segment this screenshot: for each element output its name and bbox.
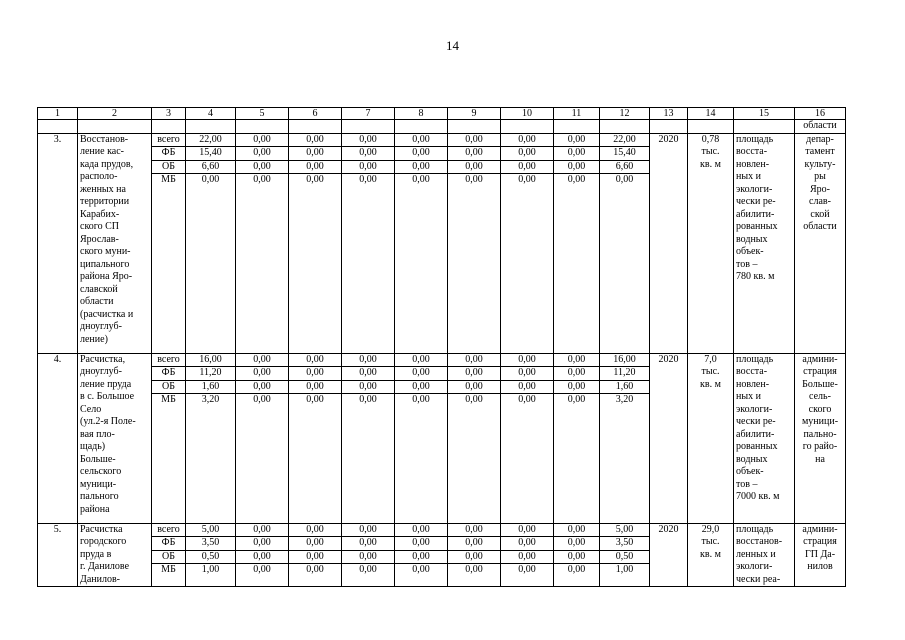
- expected-result-line: ных и: [736, 391, 761, 402]
- funding-value: 0,00: [412, 564, 430, 575]
- funding-value: 3,20: [201, 394, 220, 405]
- responsible-party-line: пально-: [803, 428, 837, 440]
- funding-value: 0,00: [518, 564, 536, 575]
- column-number: 13: [650, 108, 688, 120]
- funding-value: 0,50: [186, 550, 235, 564]
- funding-values: [186, 353, 236, 523]
- activity-name-line: вая пло-: [80, 428, 115, 440]
- activity-name-line: (ул.2-я Поле-: [80, 416, 136, 427]
- funding-value: 0,00: [342, 524, 394, 537]
- indicator-value-line: тыс.: [701, 366, 720, 377]
- activity-name-line: Ярослав-: [80, 233, 119, 245]
- funding-value: 0,00: [289, 367, 341, 381]
- expected-result-line: рованных: [736, 441, 778, 452]
- activity-name: [78, 133, 152, 353]
- funding-value: 0,00: [554, 550, 599, 564]
- column-number: 14: [688, 108, 734, 120]
- funding-source: ОБ: [152, 160, 185, 174]
- funding-values: [554, 133, 600, 353]
- responsible-party-line: депар-: [806, 133, 834, 145]
- page-number: 14: [446, 38, 459, 53]
- activity-name-line: в с. Большое: [80, 391, 135, 402]
- funding-value: 0,00: [501, 537, 553, 551]
- funding-value: 0,00: [236, 160, 288, 174]
- funding-value: 0,00: [615, 174, 634, 185]
- funding-value: 0,00: [448, 134, 500, 147]
- activity-name-line: ление): [80, 333, 108, 345]
- funding-value: 0,00: [448, 147, 500, 161]
- funding-value: 0,00: [342, 550, 394, 564]
- column-number: 1: [38, 108, 78, 120]
- funding-value: 3,50: [600, 537, 649, 551]
- responsible-party-line: области: [803, 221, 837, 232]
- expected-result-line: восста-: [736, 366, 768, 377]
- year: 2020: [650, 353, 688, 523]
- table-row: [38, 353, 846, 523]
- funding-value: 0,00: [501, 367, 553, 381]
- expected-result-line: абилити-: [736, 428, 775, 440]
- funding-source: ФБ: [152, 147, 185, 161]
- column-number: 11: [554, 108, 600, 120]
- funding-source: ФБ: [152, 537, 185, 551]
- indicator-value: [688, 133, 734, 353]
- funding-value: 6,60: [600, 160, 649, 174]
- column-number: 7: [342, 108, 395, 120]
- funding-value: 22,00: [600, 134, 649, 147]
- funding-value: 6,60: [186, 160, 235, 174]
- indicator-value-line: кв. м: [700, 158, 721, 170]
- funding-value: 0,00: [236, 524, 288, 537]
- activity-name-line: Расчистка,: [80, 353, 126, 365]
- funding-value: 0,00: [342, 380, 394, 394]
- indicator-value-line: кв. м: [700, 378, 721, 390]
- expected-result-line: чески ре-: [736, 416, 776, 427]
- funding-values: [395, 133, 448, 353]
- funding-value: 0,00: [236, 537, 288, 551]
- funding-value: 0,00: [448, 524, 500, 537]
- responsible-party-line: ГП Да-: [804, 548, 836, 560]
- funding-source: МБ: [161, 174, 176, 185]
- responsible-party: [795, 353, 846, 523]
- funding-value: 0,00: [501, 147, 553, 161]
- activity-name-line: ление кас-: [80, 146, 124, 157]
- responsible-party-line: страция: [803, 536, 837, 547]
- activity-name-line: женных на: [80, 183, 126, 195]
- funding-value: 0,00: [554, 367, 599, 381]
- funding-value: 1,00: [201, 564, 220, 575]
- column-number: 5: [236, 108, 289, 120]
- responsible-party-line: Яро-: [810, 183, 830, 195]
- activity-name-line: пруда в: [80, 548, 112, 560]
- funding-value: 0,00: [306, 174, 324, 185]
- activity-name: [78, 353, 152, 523]
- indicator-value-line: 29,0: [701, 523, 720, 535]
- expected-result: [734, 523, 795, 587]
- expected-result-line: экологи-: [736, 183, 773, 195]
- activity-name-line: муници-: [80, 478, 117, 490]
- expected-result: [734, 133, 795, 353]
- funding-value: 0,00: [395, 537, 447, 551]
- funding-value: 0,00: [501, 134, 553, 147]
- expected-result-line: площадь: [736, 523, 774, 535]
- row-number: 3.: [38, 133, 78, 353]
- responsible-party-line: слав-: [809, 196, 831, 207]
- responsible-party-line: сель-: [809, 391, 831, 402]
- funding-value: 15,40: [600, 147, 649, 161]
- expected-result: [734, 353, 795, 523]
- expected-result-line: водных: [736, 453, 768, 465]
- expected-result-line: тов –: [736, 258, 758, 270]
- activity-name-line: славской: [80, 283, 118, 295]
- funding-value: 0,00: [236, 550, 288, 564]
- funding-value: 0,00: [289, 147, 341, 161]
- expected-result-line: восстанов-: [736, 536, 783, 547]
- funding-value: 0,00: [412, 174, 430, 185]
- funding-value: 0,00: [554, 147, 599, 161]
- funding-values: [186, 133, 236, 353]
- funding-value: 0,00: [518, 174, 536, 185]
- funding-source: всего: [152, 354, 185, 367]
- funding-value: 0,00: [554, 524, 599, 537]
- funding-value: 0,00: [554, 134, 599, 147]
- funding-values: [289, 353, 342, 523]
- funding-source: всего: [152, 524, 185, 537]
- funding-value: 0,00: [342, 147, 394, 161]
- funding-value: 0,00: [253, 564, 271, 575]
- activity-name-line: Больше-: [80, 453, 116, 465]
- funding-value: 0,00: [342, 160, 394, 174]
- funding-value: 0,00: [253, 394, 271, 405]
- year: 2020: [650, 523, 688, 587]
- expected-result-line: абилити-: [736, 208, 775, 220]
- column-number: 9: [448, 108, 501, 120]
- funding-value: 0,00: [236, 367, 288, 381]
- expected-result-line: водных: [736, 233, 768, 245]
- responsible-party: [795, 133, 846, 353]
- funding-sources: [152, 353, 186, 523]
- expected-result-line: площадь: [736, 133, 774, 145]
- funding-value: 0,00: [342, 537, 394, 551]
- activity-name-line: Карабих-: [80, 208, 120, 220]
- funding-value: 11,20: [186, 367, 235, 381]
- year: 2020: [650, 133, 688, 353]
- activity-name-line: када прудов,: [80, 158, 134, 170]
- funding-value: 0,00: [448, 380, 500, 394]
- funding-values: [501, 523, 554, 587]
- expected-result-line: восста-: [736, 146, 768, 157]
- activity-name-line: г. Данилове: [80, 561, 130, 572]
- activity-name-line: щадь): [80, 441, 106, 452]
- column-number: 2: [78, 108, 152, 120]
- activity-name-line: области: [80, 296, 114, 307]
- responsible-party: [795, 523, 846, 587]
- expected-result-line: экологи-: [736, 403, 773, 415]
- indicator-value-line: 7,0: [704, 353, 717, 365]
- funding-values: [501, 133, 554, 353]
- funding-source: ОБ: [152, 550, 185, 564]
- funding-value: 5,00: [600, 524, 649, 537]
- responsible-party-line: админи-: [802, 353, 838, 365]
- activity-name-line: ципального: [80, 258, 130, 270]
- funding-value: 0,00: [567, 564, 586, 575]
- funding-value: 0,00: [201, 174, 220, 185]
- activity-name-line: Данилов-: [80, 573, 121, 585]
- funding-value: 0,00: [448, 550, 500, 564]
- funding-value: 0,00: [289, 550, 341, 564]
- responsible-party-line: ской: [810, 208, 830, 220]
- funding-value: 0,00: [465, 174, 483, 185]
- column-number: 12: [600, 108, 650, 120]
- funding-value: 16,00: [186, 354, 235, 367]
- funding-value: 0,50: [600, 550, 649, 564]
- responsible-party-line: культу-: [804, 158, 836, 170]
- column-number: 8: [395, 108, 448, 120]
- funding-values: [554, 523, 600, 587]
- activity-name: [78, 523, 152, 587]
- column-number: 15: [734, 108, 795, 120]
- activity-name-line: ление пруда: [80, 378, 132, 390]
- funding-values: [554, 353, 600, 523]
- funding-values: [448, 353, 501, 523]
- responsible-party-line: ры: [814, 171, 826, 182]
- funding-values: [342, 523, 395, 587]
- funding-value: 0,00: [501, 550, 553, 564]
- funding-value: 11,20: [600, 367, 649, 381]
- funding-value: 0,00: [395, 380, 447, 394]
- activity-name-line: района Яро-: [80, 271, 133, 282]
- funding-value: 0,00: [501, 354, 553, 367]
- funding-source: ФБ: [152, 367, 185, 381]
- funding-value: 0,00: [395, 160, 447, 174]
- funding-value: 0,00: [465, 564, 483, 575]
- funding-value: 0,00: [554, 354, 599, 367]
- activity-name-line: ского муни-: [80, 246, 131, 257]
- funding-value: 0,00: [342, 354, 394, 367]
- funding-value: 0,00: [289, 160, 341, 174]
- funding-value: 0,00: [236, 147, 288, 161]
- expected-result-line: чески ре-: [736, 196, 776, 207]
- funding-values: [342, 353, 395, 523]
- expected-result-line: 780 кв. м: [736, 271, 775, 282]
- funding-value: 0,00: [554, 380, 599, 394]
- funding-values: [289, 133, 342, 353]
- funding-value: 1,60: [600, 380, 649, 394]
- expected-result-line: 7000 кв. м: [736, 491, 780, 502]
- funding-values: [448, 523, 501, 587]
- funding-values: [600, 133, 650, 353]
- activity-name-line: Восстанов-: [80, 133, 129, 145]
- responsible-party-line: муници-: [801, 416, 839, 427]
- funding-value: 0,00: [306, 564, 324, 575]
- funding-values: [236, 523, 289, 587]
- funding-values: [600, 353, 650, 523]
- funding-values: [186, 523, 236, 587]
- column-number: 4: [186, 108, 236, 120]
- funding-source: МБ: [161, 394, 176, 405]
- funding-values: [342, 133, 395, 353]
- expected-result-line: объек-: [736, 466, 764, 477]
- activity-name-line: района: [80, 503, 110, 515]
- funding-value: 15,40: [186, 147, 235, 161]
- expected-result-line: ленных и: [736, 548, 776, 560]
- responsible-party-line: страция: [803, 366, 837, 377]
- activity-name-line: (расчистка и: [80, 308, 134, 320]
- funding-value: 0,00: [395, 524, 447, 537]
- funding-source: ОБ: [152, 380, 185, 394]
- funding-value: 0,00: [395, 550, 447, 564]
- expected-result-line: новлен-: [736, 378, 770, 390]
- funding-value: 0,00: [501, 380, 553, 394]
- column-number-row: [38, 108, 846, 120]
- funding-value: 3,20: [615, 394, 634, 405]
- funding-source: МБ: [161, 564, 176, 575]
- expected-result-line: площадь: [736, 353, 774, 365]
- funding-value: 0,00: [501, 160, 553, 174]
- funding-value: 0,00: [236, 354, 288, 367]
- funding-value: 0,00: [289, 524, 341, 537]
- column-number: 10: [501, 108, 554, 120]
- funding-value: 0,00: [359, 564, 377, 575]
- funding-value: 0,00: [306, 394, 324, 405]
- funding-values: [236, 133, 289, 353]
- funding-value: 0,00: [448, 537, 500, 551]
- program-table: [37, 107, 846, 587]
- expected-result-line: экологи-: [736, 561, 773, 572]
- activity-name-line: Село: [80, 403, 102, 415]
- expected-result-line: объек-: [736, 246, 764, 257]
- responsible-party-line: Больше-: [802, 378, 838, 390]
- funding-values: [236, 353, 289, 523]
- carryover-row: [38, 120, 846, 134]
- indicator-value-line: тыс.: [701, 146, 720, 157]
- expected-result-line: новлен-: [736, 158, 770, 170]
- funding-values: [448, 133, 501, 353]
- funding-value: 0,00: [554, 160, 599, 174]
- indicator-value-line: 0,78: [701, 133, 720, 145]
- funding-value: 3,50: [186, 537, 235, 551]
- indicator-value-line: кв. м: [700, 548, 721, 560]
- funding-value: 0,00: [395, 134, 447, 147]
- activity-name-line: дноуглуб-: [80, 366, 122, 377]
- column-number: 6: [289, 108, 342, 120]
- funding-value: 0,00: [253, 174, 271, 185]
- activity-name-line: сельского: [80, 466, 122, 477]
- row-number: 4.: [38, 353, 78, 523]
- table-row: [38, 133, 846, 353]
- funding-value: 0,00: [412, 394, 430, 405]
- expected-result-line: чески реа-: [736, 573, 781, 585]
- funding-value: 0,00: [342, 367, 394, 381]
- funding-values: [395, 353, 448, 523]
- activity-name-line: располо-: [80, 171, 118, 182]
- funding-value: 0,00: [395, 354, 447, 367]
- responsible-party-line: админи-: [802, 523, 838, 535]
- funding-value: 0,00: [289, 537, 341, 551]
- funding-values: [289, 523, 342, 587]
- funding-value: 0,00: [395, 147, 447, 161]
- funding-value: 0,00: [448, 354, 500, 367]
- funding-value: 0,00: [448, 160, 500, 174]
- funding-source: всего: [152, 134, 185, 147]
- funding-value: 0,00: [289, 134, 341, 147]
- expected-result-line: тов –: [736, 478, 758, 490]
- funding-value: 0,00: [359, 174, 377, 185]
- expected-result-line: ных и: [736, 171, 761, 182]
- funding-value: 16,00: [600, 354, 649, 367]
- responsible-party-line: ского: [808, 403, 832, 415]
- funding-value: 1,00: [615, 564, 634, 575]
- funding-value: 1,60: [186, 380, 235, 394]
- responsible-party-line: на: [815, 453, 825, 465]
- carryover-responsible: области: [795, 120, 846, 134]
- row-number: 5.: [38, 523, 78, 587]
- funding-value: 0,00: [465, 394, 483, 405]
- funding-value: 0,00: [236, 380, 288, 394]
- activity-name-line: территории: [80, 196, 130, 207]
- responsible-party-line: нилов: [807, 561, 833, 572]
- funding-values: [600, 523, 650, 587]
- funding-value: 0,00: [448, 367, 500, 381]
- responsible-party-line: тамент: [805, 146, 835, 157]
- activity-name-line: Расчистка: [80, 523, 123, 535]
- responsible-party-line: го райо-: [802, 441, 838, 452]
- funding-value: 0,00: [359, 394, 377, 405]
- funding-value: 5,00: [186, 524, 235, 537]
- expected-result-line: рованных: [736, 221, 778, 232]
- funding-sources: [152, 133, 186, 353]
- funding-value: 0,00: [342, 134, 394, 147]
- indicator-value-line: тыс.: [701, 536, 720, 547]
- indicator-value: [688, 523, 734, 587]
- column-number: 16: [795, 108, 846, 120]
- indicator-value: [688, 353, 734, 523]
- funding-value: 0,00: [567, 174, 586, 185]
- funding-value: 0,00: [501, 524, 553, 537]
- funding-value: 0,00: [395, 367, 447, 381]
- funding-value: 22,00: [186, 134, 235, 147]
- column-number: 3: [152, 108, 186, 120]
- funding-value: 0,00: [567, 394, 586, 405]
- funding-value: 0,00: [518, 394, 536, 405]
- funding-sources: [152, 523, 186, 587]
- funding-value: 0,00: [289, 380, 341, 394]
- funding-values: [501, 353, 554, 523]
- activity-name-line: городского: [80, 536, 127, 547]
- funding-value: 0,00: [289, 354, 341, 367]
- funding-values: [395, 523, 448, 587]
- activity-name-line: пального: [80, 491, 119, 502]
- activity-name-line: ского СП: [80, 221, 120, 232]
- table-row: [38, 523, 846, 587]
- activity-name-line: дноуглуб-: [80, 321, 122, 332]
- funding-value: 0,00: [554, 537, 599, 551]
- funding-value: 0,00: [236, 134, 288, 147]
